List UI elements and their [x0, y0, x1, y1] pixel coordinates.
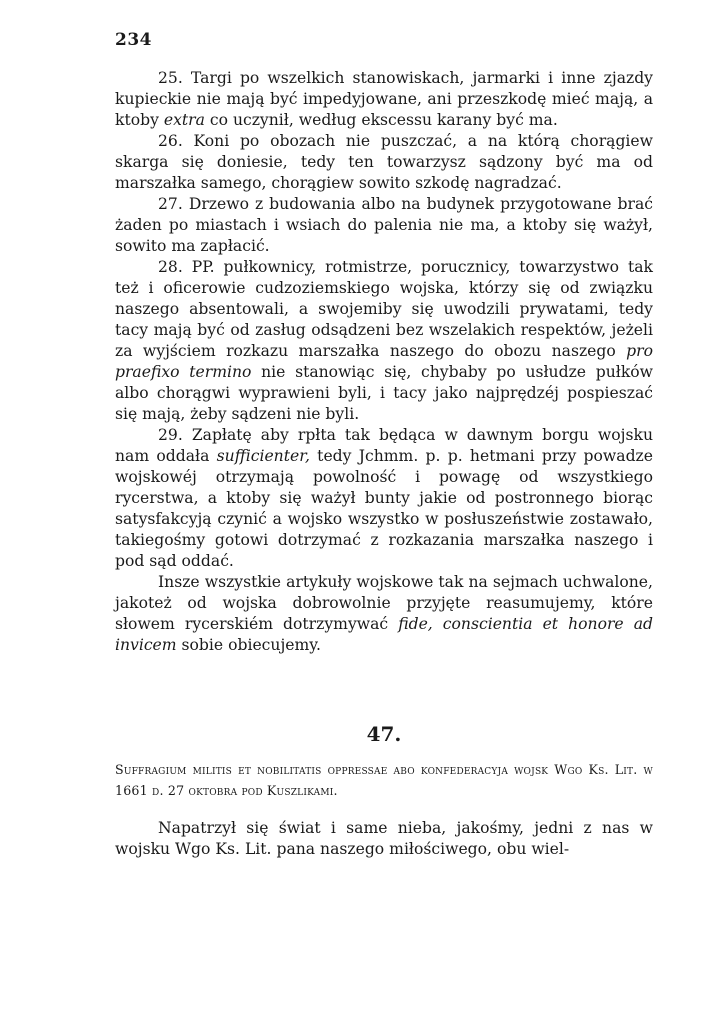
text-run: Targi po wszelkich stanowiskach, jarmarki i inne zjazdy kupieckie nie mają być impedyjowane, ani przeszkodę mieć mają, a ktoby [115, 69, 653, 129]
latin-phrase: extra [163, 111, 205, 129]
latin-phrase: pro praefixo termino [115, 342, 653, 381]
text-run: Insze wszystkie artykuły wojskowe tak na sejmach uchwalone, jakoteż od wojska dobrowolnie przyjęte reasumujemy, które słowem rycerskiém dotrzymywać [115, 573, 653, 633]
page-number: 234 [115, 30, 152, 50]
paragraph-number: 29. [158, 426, 183, 444]
closing-paragraph [115, 572, 653, 656]
page-content [115, 68, 653, 860]
latin-phrase: sufficienter, [216, 447, 310, 465]
article-paragraph-25 [115, 68, 653, 131]
text-run: nie stanowiąc się, chybaby po usłudze pułków albo chorągwi wyprawieni byli, i tacy jako najprędzéj pospieszać się mają, żeby sądzeni nie byli. [115, 363, 653, 423]
paragraph-number: 26. [158, 132, 183, 150]
text-run: co uczynił, według ekscessu karany być ma. [204, 111, 558, 129]
text-run: Koni po obozach nie puszczać, a na którą chorągiew skarga się doniesie, tedy ten towarzysz sądzony być ma od marszałka samego, chorągiew sowito szkodę nagradzać. [115, 132, 653, 192]
text-run: Zapłatę aby rpłta tak będąca w dawnym borgu wojsku nam oddała [115, 426, 653, 465]
paragraph-list [115, 68, 653, 656]
text-run: Drzewo z budowania albo na budynek przygotowane brać żaden po miastach i wsiach do palenia nie ma, a ktoby się ważył, sowito ma zapłacić. [115, 195, 653, 255]
paragraph-number: 28. [158, 258, 183, 276]
document-number: 47. [366, 722, 402, 746]
paragraph-number: 25. [158, 69, 183, 87]
article-paragraph-29 [115, 425, 653, 572]
latin-phrase: fide, conscientia et honore ad invicem [115, 615, 653, 654]
document-opening-paragraph: Napatrzył się świat i same nieba, jakośmy, jedni z nas w wojsku Wgo Ks. Lit. pana naszego miłościwego, obu wiel- [115, 819, 653, 858]
text-run: PP. pułkownicy, rotmistrze, porucznicy, towarzystwo tak też i oficerowie cudzoziemskiego wojska, którzy się od związku naszego absentowali, a swojemiby się uwodzili prywatami, tedy tacy mają być od zasług odsądzeni bez wszelakich respektów, jeżeli za wyjściem rozkazu marszałka naszego do obozu naszego [115, 258, 653, 360]
article-paragraph-27 [115, 194, 653, 257]
text-run: tedy Jchmm. p. p. hetmani przy powadze wojskowéj otrzymają powolność i powagę od wszystkiego rycerstwa, a ktoby się ważył bunty jakie od postronnego biorąc satysfakcyją czynić a wojsko wszystko w posłuszeństwie zostawało, takiegośmy gotowi dotrzymać z rozkazania marszałka naszego i pod sąd oddać. [115, 447, 653, 570]
article-paragraph-28 [115, 257, 653, 425]
article-paragraph-26 [115, 131, 653, 194]
paragraph-number: 27. [158, 195, 183, 213]
text-run: sobie obiecujemy. [176, 636, 321, 654]
document-title: Suffragium militis et nobilitatis oppressae abo konfederacyja wojsk Wgo Ks. Lit. w 1661 d. 27 oktobra pod Kuszlikami. [115, 762, 653, 798]
